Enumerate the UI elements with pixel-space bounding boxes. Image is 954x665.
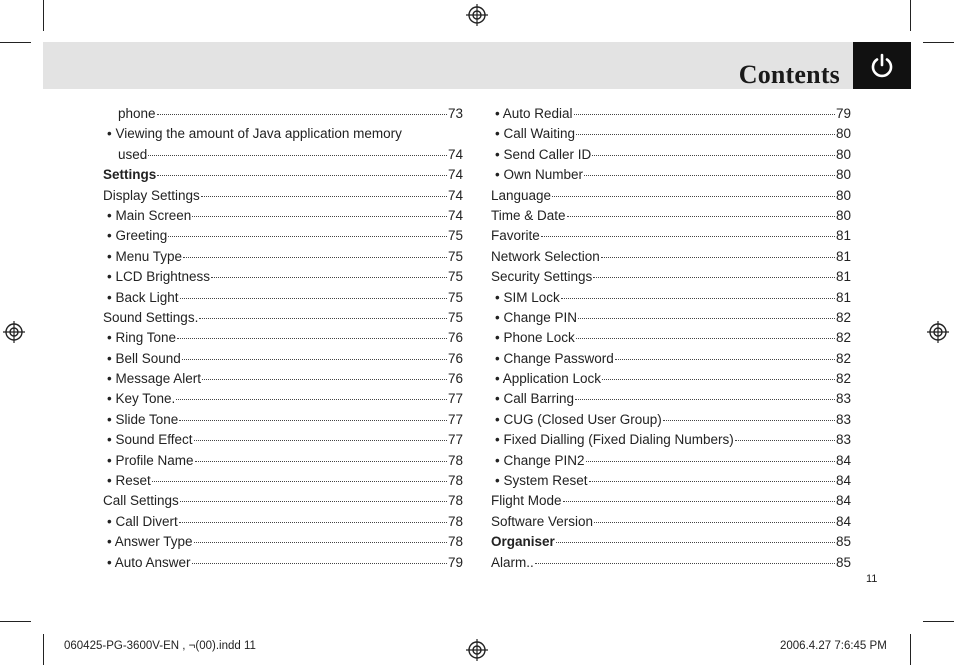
toc-entry[interactable] (491, 124, 851, 144)
toc-page-number: 74 (447, 146, 463, 162)
toc-page-number: 75 (447, 309, 463, 325)
toc-entry-label: Time & Date (491, 207, 566, 223)
toc-entry-label: • Call Divert (107, 513, 178, 529)
toc-entry[interactable] (103, 206, 463, 226)
toc-leader-dots (567, 216, 835, 217)
toc-leader-dots (211, 277, 447, 278)
toc-entry[interactable] (491, 410, 851, 430)
toc-leader-dots (584, 175, 835, 176)
toc-entry[interactable] (491, 430, 851, 450)
toc-entry[interactable] (491, 206, 851, 226)
toc-page-number: 82 (835, 309, 851, 325)
toc-entry[interactable] (491, 288, 851, 308)
toc-entry[interactable] (491, 247, 851, 267)
toc-entry[interactable] (103, 512, 463, 532)
toc-entry[interactable] (491, 145, 851, 165)
section-tab (853, 42, 911, 89)
toc-leader-dots (615, 359, 835, 360)
toc-entry-label: • Auto Answer (107, 554, 191, 570)
toc-entry-label: • Phone Lock (495, 330, 575, 346)
toc-entry[interactable] (491, 553, 851, 573)
toc-entry-label: Alarm.. (491, 554, 534, 570)
toc-leader-dots (576, 134, 835, 135)
toc-entry-label: • SIM Lock (495, 289, 560, 305)
toc-page-number: 84 (835, 473, 851, 489)
toc-leader-dots (192, 216, 447, 217)
toc-page-number: 80 (835, 167, 851, 183)
toc-leader-dots (578, 318, 835, 319)
toc-page-number: 82 (835, 330, 851, 346)
toc-leader-dots (593, 277, 835, 278)
crop-mark (910, 634, 911, 665)
registration-mark-icon (927, 321, 949, 343)
crop-mark (0, 621, 31, 622)
toc-entry[interactable] (491, 328, 851, 348)
toc-leader-dots (176, 399, 447, 400)
toc-page-number: 80 (835, 126, 851, 142)
header-band (43, 42, 853, 89)
toc-entry-label: Security Settings (491, 269, 593, 285)
toc-page-number: 76 (447, 371, 463, 387)
toc-page-number: 77 (447, 432, 463, 448)
toc-entry-label: • Reset (107, 473, 151, 489)
toc-entry[interactable] (491, 389, 851, 409)
toc-entry-label: Flight Mode (491, 493, 562, 509)
toc-entry-label: • Auto Redial (495, 106, 573, 121)
toc-entry-label: used (118, 146, 148, 162)
power-icon (868, 52, 896, 80)
toc-page-number: 78 (447, 452, 463, 468)
toc-entry[interactable] (103, 471, 463, 491)
toc-entry[interactable] (103, 186, 463, 206)
toc-entry-label: Sound Settings. (103, 309, 199, 325)
toc-entry[interactable] (491, 471, 851, 491)
toc-entry-label: • Message Alert (107, 371, 202, 387)
toc-leader-dots (201, 196, 447, 197)
toc-page-number: 75 (447, 269, 463, 285)
toc-entry[interactable] (103, 145, 463, 165)
toc-page-number: 78 (447, 473, 463, 489)
toc-page-number: 76 (447, 330, 463, 346)
toc-entry-label: Settings (103, 167, 157, 183)
toc-page-number: 73 (447, 106, 463, 121)
toc-entry-label: • Change PIN2 (495, 452, 585, 468)
toc-leader-dots (195, 461, 447, 462)
toc-entry[interactable] (103, 288, 463, 308)
toc-entry[interactable] (491, 308, 851, 328)
toc-entry-label: • Change PIN (495, 309, 578, 325)
toc-entry[interactable] (103, 308, 463, 328)
crop-mark (43, 0, 44, 31)
toc-entry[interactable] (103, 553, 463, 573)
toc-entry[interactable] (491, 226, 851, 246)
toc-entry-label: • Answer Type (107, 534, 193, 550)
toc-page-number: 75 (447, 248, 463, 264)
page-number: 11 (866, 573, 878, 585)
toc-leader-dots (574, 114, 835, 115)
toc-entry-label: • LCD Brightness (107, 269, 211, 285)
toc-entry-label: Call Settings (103, 493, 179, 509)
toc-entry-label: phone (118, 106, 156, 121)
toc-leader-dots (152, 481, 447, 482)
toc-leader-dots (148, 155, 447, 156)
toc-page-number: 77 (447, 391, 463, 407)
toc-leader-dots (199, 318, 447, 319)
toc-entry[interactable] (491, 491, 851, 511)
toc-entry[interactable] (491, 267, 851, 287)
toc-leader-dots (194, 440, 447, 441)
toc-entry-label: • Greeting (107, 228, 168, 244)
toc-entry-label: • Ring Tone (107, 330, 177, 346)
toc-leader-dots (180, 298, 447, 299)
toc-entry-label: Organiser (491, 534, 555, 550)
toc-entry[interactable] (491, 369, 851, 389)
toc-leader-dots (157, 114, 447, 115)
toc-entry[interactable] (103, 389, 463, 409)
toc-entry-label: • Back Light (107, 289, 179, 305)
toc-page-number: 74 (447, 207, 463, 223)
toc-page-number: 84 (835, 493, 851, 509)
toc-page-number: 74 (447, 167, 463, 183)
toc-page-number: 81 (835, 289, 851, 305)
toc-entry[interactable] (103, 267, 463, 287)
toc-page-number: 85 (835, 534, 851, 550)
crop-mark (923, 621, 954, 622)
toc-leader-dots (541, 236, 835, 237)
toc-leader-dots (192, 563, 447, 564)
toc-leader-dots (180, 501, 447, 502)
toc-entry-label: • Fixed Dialling (Fixed Dialing Numbers) (495, 432, 734, 448)
crop-mark (923, 42, 954, 43)
toc-entry[interactable] (491, 532, 851, 552)
toc-entry[interactable] (103, 369, 463, 389)
toc-entry[interactable] (103, 165, 463, 185)
toc-entry-label: • Profile Name (107, 452, 194, 468)
toc-page-number: 84 (835, 513, 851, 529)
toc-leader-dots (177, 338, 447, 339)
toc-entry[interactable] (103, 104, 463, 124)
toc-entry-label: Favorite (491, 228, 540, 244)
toc-entry[interactable] (103, 328, 463, 348)
toc-entry-label: • Call Barring (495, 391, 575, 407)
toc-page-number: 75 (447, 289, 463, 305)
toc-entry-label: • Sound Effect (107, 432, 193, 448)
toc-page-number: 81 (835, 248, 851, 264)
toc-leader-dots (561, 298, 835, 299)
toc-leader-dots (663, 420, 835, 421)
toc-entry-label: Language (491, 187, 552, 203)
toc-page-number: 85 (835, 554, 851, 570)
toc-leader-dots (535, 563, 835, 564)
page-title: Contents (738, 60, 840, 89)
toc-entry-label: • Bell Sound (107, 350, 181, 366)
toc-entry[interactable] (491, 349, 851, 369)
toc-entry[interactable] (103, 532, 463, 552)
toc-leader-dots (556, 542, 835, 543)
toc-entry[interactable] (103, 491, 463, 511)
toc-page-number: 83 (835, 391, 851, 407)
toc-entry-label: • Change Password (495, 350, 614, 366)
toc-leader-dots (183, 257, 447, 258)
crop-mark (0, 42, 31, 43)
toc-entry-label: • Send Caller ID (495, 146, 592, 162)
toc-page-number: 77 (447, 411, 463, 427)
toc-leader-dots (179, 420, 447, 421)
toc-entry-label: • Main Screen (107, 207, 192, 223)
toc-page-number: 79 (835, 106, 851, 121)
footer-timestamp: 2006.4.27 7:6:45 PM (780, 640, 887, 652)
toc-leader-dots (586, 461, 835, 462)
toc-page-number: 80 (835, 146, 851, 162)
toc-entry-label: Software Version (491, 513, 594, 529)
toc-entry-label: • CUG (Closed User Group) (495, 411, 662, 427)
toc-entry-label: Network Selection (491, 248, 600, 264)
toc-page-number: 82 (835, 371, 851, 387)
toc-page-number: 84 (835, 452, 851, 468)
toc-entry[interactable] (491, 186, 851, 206)
toc-page-number: 80 (835, 207, 851, 223)
toc-entry-label: • Slide Tone (107, 411, 179, 427)
toc-entry[interactable] (103, 247, 463, 267)
toc-leader-dots (168, 236, 447, 237)
crop-mark (43, 634, 44, 665)
toc-left-column (103, 104, 463, 573)
toc-entry[interactable] (491, 165, 851, 185)
toc-page-number: 81 (835, 228, 851, 244)
toc-entry-label: • Own Number (495, 167, 584, 183)
toc-entry[interactable] (103, 349, 463, 369)
registration-mark-icon (466, 639, 488, 661)
toc-leader-dots (179, 522, 447, 523)
toc-right-column (491, 104, 851, 573)
toc-leader-dots (592, 155, 835, 156)
toc-entry[interactable] (103, 226, 463, 246)
toc-leader-dots (601, 257, 835, 258)
toc-leader-dots (589, 481, 835, 482)
registration-mark-icon (466, 4, 488, 26)
toc-page-number: 82 (835, 350, 851, 366)
toc-text-line: • Viewing the amount of Java application memory (107, 126, 402, 142)
toc-entry[interactable] (103, 410, 463, 430)
toc-entry[interactable] (491, 451, 851, 471)
toc-entry-label: • Menu Type (107, 248, 183, 264)
toc-page-number: 79 (447, 554, 463, 570)
toc-page-number: 74 (447, 187, 463, 203)
toc-leader-dots (563, 501, 835, 502)
toc-entry[interactable] (491, 104, 851, 124)
toc-page-number: 78 (447, 513, 463, 529)
toc-entry-label: • System Reset (495, 473, 588, 489)
toc-leader-dots (182, 359, 447, 360)
footer-file-info: 060425-PG-3600V-EN , ¬(00).indd 11 (64, 640, 256, 652)
toc-leader-dots (552, 196, 835, 197)
toc-page-number: 78 (447, 493, 463, 509)
toc-leader-dots (576, 338, 835, 339)
toc-leader-dots (735, 440, 835, 441)
toc-entry[interactable] (491, 512, 851, 532)
toc-leader-dots (594, 522, 835, 523)
toc-page-number: 83 (835, 411, 851, 427)
toc-page-number: 83 (835, 432, 851, 448)
toc-entry-label: • Application Lock (495, 371, 602, 387)
toc-leader-dots (575, 399, 835, 400)
toc-entry-label: • Call Waiting (495, 126, 575, 142)
toc-leader-dots (194, 542, 447, 543)
toc-entry[interactable] (103, 451, 463, 471)
toc-page-number: 75 (447, 228, 463, 244)
toc-leader-dots (202, 379, 447, 380)
toc-entry-label: • Key Tone. (107, 391, 176, 407)
toc-page-number: 80 (835, 187, 851, 203)
toc-page-number: 81 (835, 269, 851, 285)
toc-page-number: 78 (447, 534, 463, 550)
toc-entry[interactable] (103, 430, 463, 450)
toc-entry-label: Display Settings (103, 187, 200, 203)
toc-page-number: 76 (447, 350, 463, 366)
crop-mark (910, 0, 911, 31)
registration-mark-icon (3, 321, 25, 343)
toc-leader-dots (602, 379, 835, 380)
toc-leader-dots (157, 175, 447, 176)
